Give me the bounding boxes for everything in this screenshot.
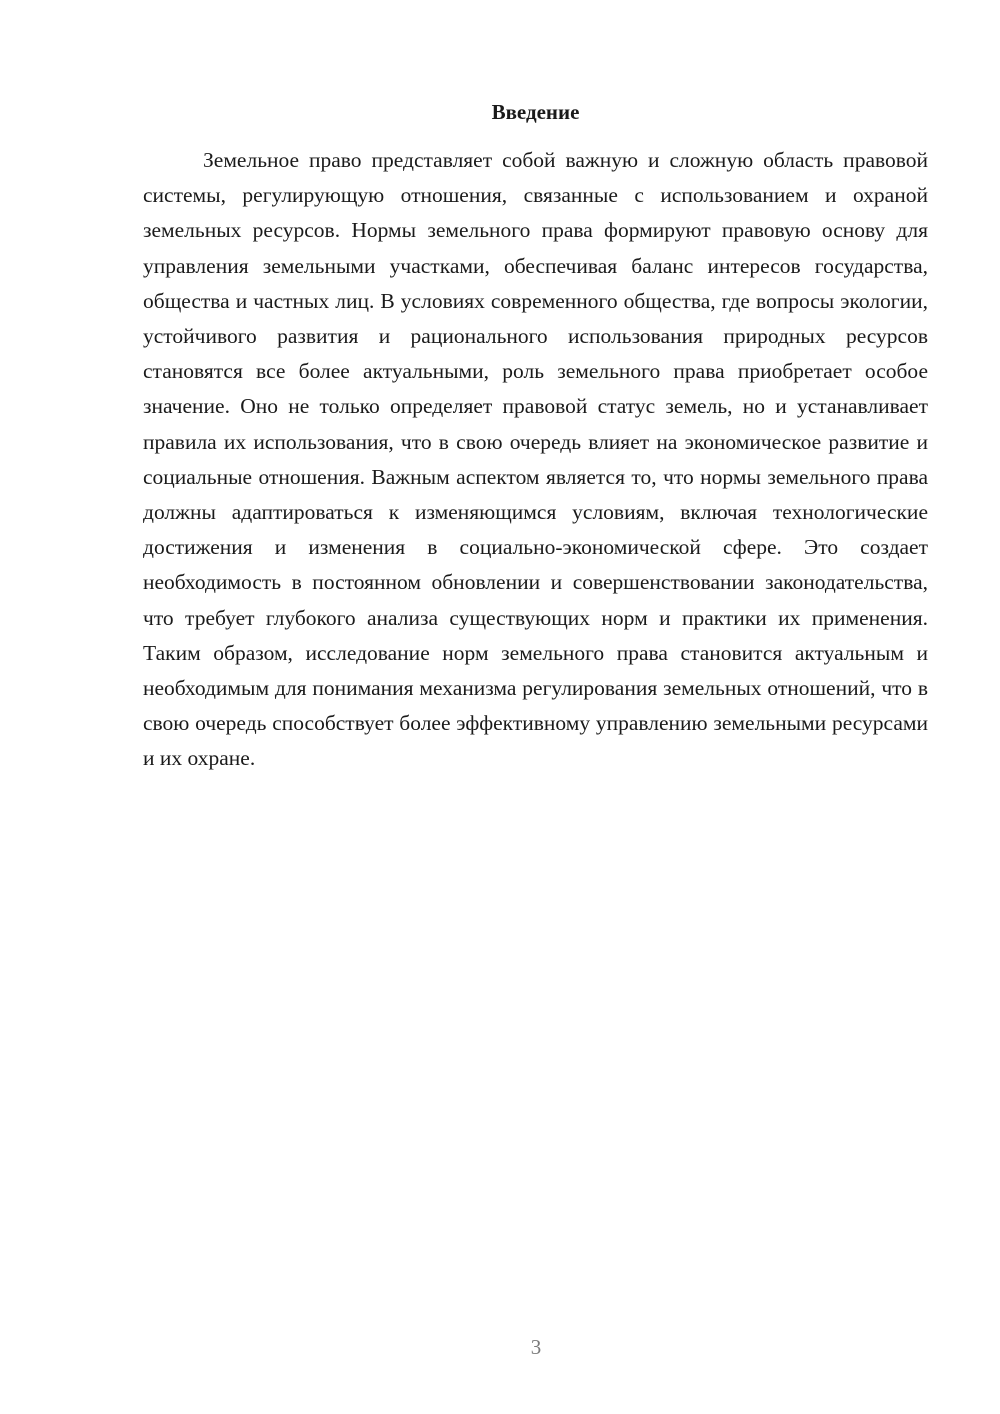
body-paragraph: Земельное право представляет собой важную и сложную область правовой системы, регулирующую отношения, связанные с использованием и охраной земельных ресурсов. Нормы земельного права формируют правовую основу для управления земельными участками, обеспечивая баланс интересов государства, общества и частных лиц. В условиях современного общества, где вопросы экологии, устойчивого развития и рационального использования природных ресурсов становятся все более актуальными, роль земельного права приобретает особое значение. Оно не только определяет правовой статус земель, но и устанавливает правила их использования, что в свою очередь влияет на экономическое развитие и социальные отношения. Важным аспектом является то, что нормы земельного права должны адаптироваться к изменяющимся условиям, включая технологические достижения и изменения в социально-экономической сфере. Это создает необходимость в постоянном обновлении и совершенствовании законодательства, что требует глубокого анализа существующих норм и практики их применения. Таким образом, исследование норм земельного права становится актуальным и необходимым для понимания механизма регулирования земельных отношений, что в свою очередь способствует более эффективному управлению земельными ресурсами и их охране. — [143, 148, 928, 771]
section-heading: Введение — [491, 100, 580, 124]
page-number: 3 — [530, 1335, 542, 1359]
